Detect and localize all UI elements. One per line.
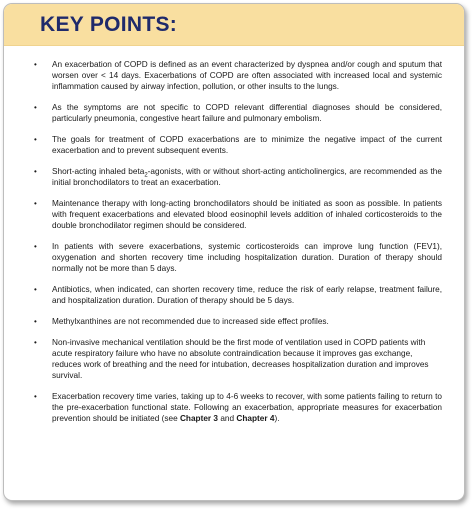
key-points-header — [4, 4, 464, 46]
bullet-icon: • — [34, 241, 37, 251]
key-point-text-end: -agonists, with or without short-acting anticholinergics, are recommended as the initial bronchodilators to treat an exacerbation. — [52, 166, 442, 188]
key-point-text: Antibiotics, when indicated, can shorten recovery time, reduce the risk of early relapse, treatment failure, and hospitalization duration. Duration of therapy should be 5 days. — [52, 285, 442, 306]
bullet-icon: • — [34, 135, 37, 145]
key-point-treatment-goals — [34, 134, 442, 156]
key-point-text-mid: and — [218, 414, 237, 424]
key-points-box — [3, 3, 465, 501]
bullet-icon: • — [34, 337, 37, 347]
key-point-text: Maintenance therapy with long-acting bronchodilators should be initiated as soon as possible. In patients with frequent exacerbations and elevated blood eosinophil levels addition of inhaled corticosteroids to the double bronchodilator regimen should be considered. — [52, 198, 442, 231]
key-point-systemic-corticosteroids — [34, 241, 442, 275]
key-point-recovery-time — [34, 391, 442, 425]
chapter-3-reference: Chapter 3 — [179, 414, 219, 424]
chapter-4-reference: Chapter 4 — [236, 414, 275, 424]
bullet-icon: • — [34, 60, 37, 69]
key-point-text-start: Short-acting inhaled beta — [52, 166, 145, 176]
key-point-text-end: ). — [274, 414, 280, 424]
bullet-icon: • — [34, 103, 37, 113]
key-points-title: KEY POINTS: — [40, 12, 178, 36]
bullet-icon: • — [34, 198, 37, 208]
bullet-icon: • — [34, 285, 37, 295]
key-point-exacerbation-definition — [34, 59, 442, 93]
bullet-icon: • — [34, 316, 37, 326]
key-point-bronchodilators — [34, 166, 442, 188]
key-point-text: As the symptoms are not specific to COPD relevant differential diagnoses should be considered, particularly pneumonia, congestive heart failure and pulmonary embolism. — [52, 103, 442, 124]
subscript: 2 — [144, 172, 148, 179]
bullet-icon: • — [34, 391, 37, 401]
key-point-text: The goals for treatment of COPD exacerbations are to minimize the negative impact of the current exacerbation and to prevent subsequent events. — [52, 135, 442, 156]
key-point-maintenance-therapy — [34, 198, 442, 232]
key-point-differential-diagnoses — [34, 102, 442, 124]
key-point-non-invasive-ventilation — [34, 337, 442, 382]
key-point-text: In patients with severe exacerbations, systemic corticosteroids can improve lung function (FEV1), oxygenation and shorten recovery time including hospitalization duration. Duration of therapy should normally not be more than 5 days. — [52, 241, 442, 274]
key-points-list — [4, 46, 464, 425]
key-point-methylxanthines — [34, 316, 442, 327]
key-point-text: Non-invasive mechanical ventilation should be the first mode of ventilation used in COPD patients with acute respiratory failure who have no absolute contraindication because it improves gas exchange, reduces work of breathing and the need for intubation, decreases hospitalization duration and improves survival. — [52, 337, 429, 381]
key-point-antibiotics — [34, 284, 442, 306]
key-point-text: Methylxanthines are not recommended due to increased side effect profiles. — [52, 316, 329, 326]
bullet-icon: • — [34, 166, 37, 176]
key-point-text: An exacerbation of COPD is defined as an event characterized by dyspnea and/or cough and sputum that worsen over < 14 days. Exacerbations of COPD are often associated with increased local and systemic inflammation caused by airway infection, pollution, or other insults to the lungs. — [52, 60, 442, 92]
key-point-text-start: Exacerbation recovery time varies, taking up to 4-6 weeks to recover, with some patients failing to return to the pre-exacerbation functional state. Following an exacerbation, appropriate measures for exacerbation prevention should be initiated (see — [52, 391, 442, 424]
